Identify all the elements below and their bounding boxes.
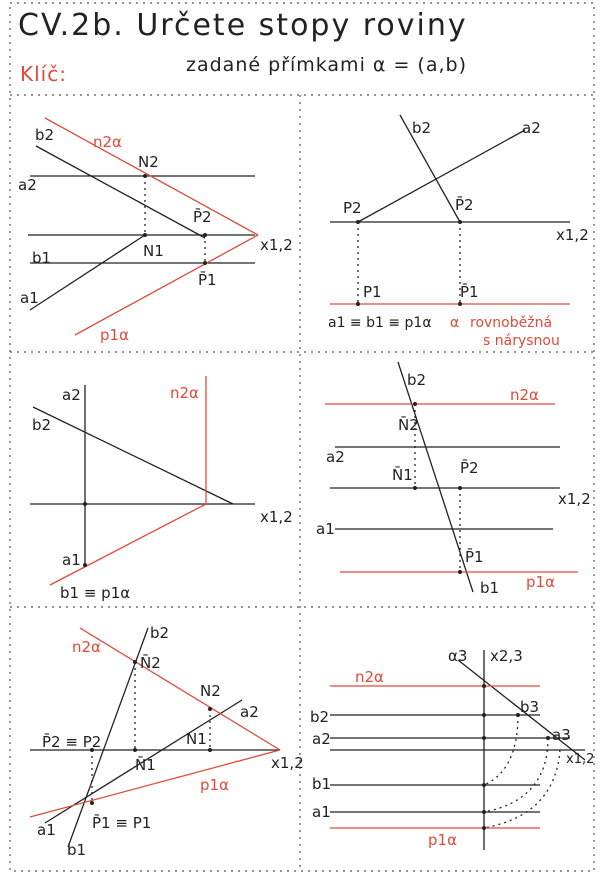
label: n2α [93,133,122,151]
label: p1α [200,776,229,794]
label: p1α [428,831,457,849]
panel-4 [316,362,591,597]
label: b3 [520,698,540,716]
label: b2 [310,708,330,726]
label: x1,2 [566,752,595,767]
label: P̄2 [193,208,212,226]
label: a1 [37,821,56,839]
label: P̄1 [460,283,479,301]
label: P̄2 ≡ P2 [42,733,102,751]
label: P̄1 ≡ P1 [92,814,152,832]
label: x2,3 [490,647,523,665]
label: a2 [18,176,37,194]
label: a1 [316,520,335,538]
label: b1 [67,841,87,859]
label: P̄1 [198,271,217,289]
label: x1,2 [260,236,293,254]
label: p1α [100,326,129,344]
label: N2 [138,153,159,171]
label: a1 ≡ b1 ≡ p1α [328,315,432,331]
label: n2α [510,386,539,404]
label: α3 [448,647,468,665]
label: N̄2 [398,416,419,434]
label: x1,2 [556,226,589,244]
label: b1 ≡ p1α [60,584,131,602]
label: P̄2 [460,459,479,477]
label: a2 [522,119,541,137]
label: a1 [312,803,331,821]
label: b2 [150,624,170,642]
panel-5 [30,624,304,859]
note-line-2: s nárysnou [483,333,560,349]
page-subtitle: zadané přímkami α = (a,b) [186,54,467,76]
label: a2 [62,386,81,404]
label: b1 [312,775,332,793]
page-title: CV.2b. Určete stopy roviny [18,8,468,43]
label: N1 [143,242,164,260]
label: P2 [343,199,362,217]
panel-6 [310,647,594,850]
label: a1 [20,289,39,307]
label: b2 [412,119,432,137]
label: x1,2 [558,490,591,508]
panel-2 [328,115,589,349]
label: N̄2 [140,654,161,672]
label: a2 [240,703,259,721]
panel-3 [30,376,293,602]
label: P̄1 [465,548,484,566]
label: a1 [62,551,81,569]
key-label: Klíč: [20,62,67,86]
label: x1,2 [271,754,304,772]
label: n2α [72,638,101,656]
note-line-1: rovnoběžná [470,315,553,331]
label: n2α [355,668,384,686]
label: a2 [312,730,331,748]
label: a3 [552,726,571,744]
label: a2 [326,448,345,466]
label: p1α [526,573,555,591]
label: x1,2 [260,508,293,526]
label: b1 [32,249,52,267]
panel-1 [18,118,293,344]
label: n2α [170,384,199,402]
label: b2 [35,126,55,144]
label: b2 [32,416,52,434]
label: N2 [200,682,221,700]
note-symbol: α [450,315,460,331]
label: P̄2 [455,196,474,214]
label: b1 [480,579,500,597]
label: N1 [186,730,207,748]
label: b2 [407,371,427,389]
label: N̄1 [392,466,413,484]
label: N̄1 [135,756,156,774]
label: P1 [363,283,382,301]
